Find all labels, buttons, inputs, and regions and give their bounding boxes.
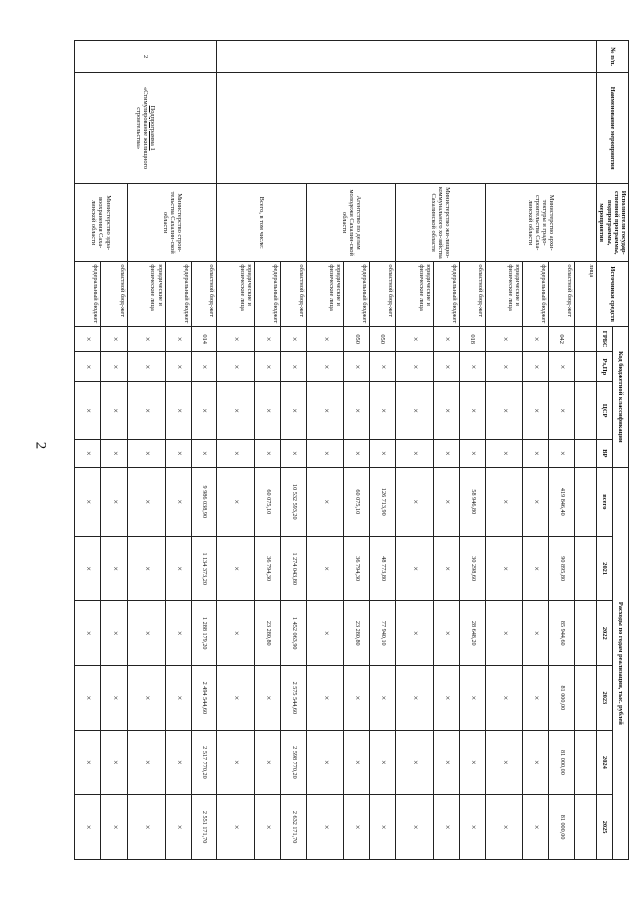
- grbs-cell: ×: [74, 326, 101, 351]
- source-cell: федеральный бюджет: [523, 262, 549, 327]
- vr-cell: ×: [370, 439, 396, 467]
- grbs-cell: ×: [101, 326, 128, 351]
- source-cell: юридические и физические лица: [396, 262, 434, 327]
- vr-cell: ×: [217, 439, 255, 467]
- y2022-cell: ×: [74, 601, 101, 666]
- csr-cell: ×: [306, 382, 344, 440]
- grbs-cell: 014: [191, 326, 217, 351]
- vr-cell: ×: [396, 439, 434, 467]
- y2025-cell: ×: [306, 795, 344, 860]
- grbs-cell: ×: [280, 326, 306, 351]
- header-executor: Исполнители государ-ственной программы, подпрограммы, мероприятия: [597, 183, 629, 261]
- csr-cell: ×: [255, 382, 281, 440]
- source-cell: федеральный бюджет: [165, 262, 191, 327]
- grbs-cell: ×: [396, 326, 434, 351]
- y2021-cell: [575, 536, 597, 601]
- source-cell: федеральный бюджет: [255, 262, 281, 327]
- y2024-cell: ×: [306, 730, 344, 795]
- y2023-cell: ×: [255, 666, 281, 731]
- source-cell: лица: [575, 262, 597, 327]
- vr-cell: ×: [191, 439, 217, 467]
- y2025-cell: 2 551 171,70: [191, 795, 217, 860]
- vr-cell: ×: [280, 439, 306, 467]
- y2025-cell: ×: [217, 795, 255, 860]
- rzpr-cell: ×: [459, 352, 485, 382]
- executor-cell: Министерство здра-воохранения Саха-линской области: [74, 183, 127, 261]
- grbs-cell: ×: [217, 326, 255, 351]
- total-cell: 419 846,40: [549, 467, 575, 536]
- no-cell: [217, 41, 597, 73]
- y2023-cell: ×: [396, 666, 434, 731]
- vr-cell: ×: [74, 439, 101, 467]
- y2023-cell: ×: [165, 666, 191, 731]
- y2022-cell: ×: [127, 601, 165, 666]
- vr-cell: ×: [459, 439, 485, 467]
- vr-cell: ×: [165, 439, 191, 467]
- total-cell: 10 532 593,20: [280, 467, 306, 536]
- y2023-cell: ×: [127, 666, 165, 731]
- executor-cell: Министерство строи-тельства Сахалин-ской области: [127, 183, 216, 261]
- rzpr-cell: ×: [255, 352, 281, 382]
- csr-cell: ×: [523, 382, 549, 440]
- y2023-cell: ×: [74, 666, 101, 731]
- header-source: Источники средств: [597, 262, 629, 327]
- source-cell: областной бюд-жет: [459, 262, 485, 327]
- source-cell: областной бюд-жет: [370, 262, 396, 327]
- total-cell: ×: [217, 467, 255, 536]
- y2024-cell: ×: [127, 730, 165, 795]
- total-cell: 58 946,80: [459, 467, 485, 536]
- y2023-cell: ×: [306, 666, 344, 731]
- y2021-cell: ×: [101, 536, 128, 601]
- rzpr-cell: ×: [127, 352, 165, 382]
- grbs-cell: [575, 326, 597, 351]
- y2022-cell: ×: [523, 601, 549, 666]
- csr-cell: ×: [217, 382, 255, 440]
- y2022-cell: 85 944,60: [549, 601, 575, 666]
- header-csr: ЦСР: [597, 382, 613, 440]
- source-cell: юридические и физические лица: [217, 262, 255, 327]
- y2021-cell: ×: [127, 536, 165, 601]
- y2025-cell: ×: [485, 795, 523, 860]
- csr-cell: ×: [74, 382, 101, 440]
- header-vr: ВР: [597, 439, 613, 467]
- y2021-cell: 1 134 373,20: [191, 536, 217, 601]
- total-cell: ×: [74, 467, 101, 536]
- executor-cell: Министерство архи-тектуры и градо-строительства Саха-линской области: [485, 183, 597, 261]
- rzpr-cell: ×: [306, 352, 344, 382]
- y2023-cell: ×: [217, 666, 255, 731]
- header-name: Наименование мероприятия: [597, 73, 629, 184]
- subprogram-cell: [74, 73, 217, 184]
- vr-cell: ×: [127, 439, 165, 467]
- vr-cell: ×: [549, 439, 575, 467]
- y2024-cell: ×: [523, 730, 549, 795]
- rzpr-cell: ×: [433, 352, 459, 382]
- y2025-cell: ×: [74, 795, 101, 860]
- csr-cell: ×: [549, 382, 575, 440]
- y2023-cell: ×: [101, 666, 128, 731]
- rzpr-cell: ×: [74, 352, 101, 382]
- rzpr-cell: ×: [370, 352, 396, 382]
- header-budget-codes: Код бюджетной классификации: [613, 326, 629, 467]
- header-year-2022: 2022: [597, 601, 613, 666]
- y2025-cell: ×: [433, 795, 459, 860]
- y2024-cell: ×: [485, 730, 523, 795]
- total-cell: [575, 467, 597, 536]
- total-cell: ×: [396, 467, 434, 536]
- grbs-cell: ×: [306, 326, 344, 351]
- csr-cell: ×: [459, 382, 485, 440]
- y2022-cell: [575, 601, 597, 666]
- csr-cell: ×: [433, 382, 459, 440]
- csr-cell: ×: [101, 382, 128, 440]
- y2025-cell: ×: [255, 795, 281, 860]
- no-cell: 2: [74, 41, 217, 73]
- total-cell: ×: [433, 467, 459, 536]
- y2022-cell: ×: [485, 601, 523, 666]
- y2024-cell: [575, 730, 597, 795]
- y2024-cell: ×: [217, 730, 255, 795]
- source-cell: областной бюд-жет: [191, 262, 217, 327]
- grbs-cell: ×: [255, 326, 281, 351]
- y2022-cell: 1 288 179,20: [191, 601, 217, 666]
- y2023-cell: ×: [370, 666, 396, 731]
- y2024-cell: ×: [344, 730, 370, 795]
- grbs-cell: 018: [459, 326, 485, 351]
- y2022-cell: 1 452 063,90: [280, 601, 306, 666]
- rzpr-cell: ×: [165, 352, 191, 382]
- y2024-cell: 2 517 770,20: [191, 730, 217, 795]
- y2021-cell: ×: [433, 536, 459, 601]
- grbs-cell: ×: [165, 326, 191, 351]
- y2025-cell: ×: [101, 795, 128, 860]
- executor-cell: Агентство по делам молодежи Сахалин-ской области: [306, 183, 395, 261]
- total-cell: ×: [485, 467, 523, 536]
- y2023-cell: ×: [485, 666, 523, 731]
- header-row-1: [613, 41, 629, 860]
- vr-cell: ×: [433, 439, 459, 467]
- csr-cell: ×: [344, 382, 370, 440]
- header-no: № п/п.: [597, 41, 629, 73]
- rzpr-cell: ×: [344, 352, 370, 382]
- expenses-table: [74, 40, 629, 860]
- y2022-cell: 77 940,10: [370, 601, 396, 666]
- y2025-cell: ×: [396, 795, 434, 860]
- total-label-cell: Всего, в том числе:: [217, 183, 306, 261]
- y2021-cell: 36 794,30: [344, 536, 370, 601]
- y2022-cell: ×: [306, 601, 344, 666]
- y2024-cell: ×: [433, 730, 459, 795]
- csr-cell: ×: [280, 382, 306, 440]
- rzpr-cell: ×: [101, 352, 128, 382]
- name-cell: [217, 73, 597, 184]
- grbs-cell: ×: [433, 326, 459, 351]
- y2023-cell: 2 494 544,60: [191, 666, 217, 731]
- y2023-cell: [575, 666, 597, 731]
- table-row: [575, 41, 597, 860]
- source-cell: федеральный бюджет: [344, 262, 370, 327]
- total-cell: ×: [127, 467, 165, 536]
- y2025-cell: ×: [165, 795, 191, 860]
- total-cell: ×: [306, 467, 344, 536]
- y2021-cell: 36 794,30: [255, 536, 281, 601]
- grbs-cell: 050: [344, 326, 370, 351]
- y2023-cell: ×: [523, 666, 549, 731]
- y2021-cell: ×: [523, 536, 549, 601]
- y2024-cell: ×: [255, 730, 281, 795]
- rzpr-cell: ×: [396, 352, 434, 382]
- y2025-cell: 2 632 171,70: [280, 795, 306, 860]
- source-cell: юридические и физические лица: [485, 262, 523, 327]
- y2023-cell: 2 575 544,60: [280, 666, 306, 731]
- vr-cell: ×: [306, 439, 344, 467]
- grbs-cell: ×: [523, 326, 549, 351]
- y2025-cell: [575, 795, 597, 860]
- header-grbs: ГРБС: [597, 326, 613, 351]
- y2021-cell: 90 895,80: [549, 536, 575, 601]
- y2022-cell: ×: [217, 601, 255, 666]
- total-cell: 9 986 038,90: [191, 467, 217, 536]
- y2025-cell: ×: [523, 795, 549, 860]
- vr-cell: ×: [523, 439, 549, 467]
- y2022-cell: 23 280,80: [344, 601, 370, 666]
- grbs-cell: 050: [370, 326, 396, 351]
- csr-cell: ×: [485, 382, 523, 440]
- y2025-cell: ×: [344, 795, 370, 860]
- total-cell: ×: [523, 467, 549, 536]
- y2024-cell: ×: [165, 730, 191, 795]
- y2025-cell: ×: [127, 795, 165, 860]
- y2022-cell: ×: [396, 601, 434, 666]
- y2024-cell: 81 000,00: [549, 730, 575, 795]
- y2024-cell: ×: [101, 730, 128, 795]
- y2022-cell: ×: [433, 601, 459, 666]
- table-row: [191, 41, 217, 860]
- source-cell: федеральный бюджет: [433, 262, 459, 327]
- rzpr-cell: ×: [217, 352, 255, 382]
- y2023-cell: ×: [433, 666, 459, 731]
- y2022-cell: 28 648,20: [459, 601, 485, 666]
- y2025-cell: ×: [370, 795, 396, 860]
- header-rzpr: Рз,Пр: [597, 352, 613, 382]
- header-year-2023: 2023: [597, 666, 613, 731]
- y2024-cell: ×: [396, 730, 434, 795]
- rzpr-cell: [575, 352, 597, 382]
- csr-cell: ×: [191, 382, 217, 440]
- source-cell: областной бюд-жет: [280, 262, 306, 327]
- grbs-cell: 042: [549, 326, 575, 351]
- y2021-cell: ×: [74, 536, 101, 601]
- y2025-cell: 81 000,00: [549, 795, 575, 860]
- subprogram-name: «Стимулирование жилищного строительства»: [134, 87, 150, 170]
- y2024-cell: ×: [459, 730, 485, 795]
- csr-cell: ×: [127, 382, 165, 440]
- y2021-cell: ×: [306, 536, 344, 601]
- header-total: всего: [597, 467, 613, 536]
- y2025-cell: ×: [459, 795, 485, 860]
- y2024-cell: ×: [370, 730, 396, 795]
- grbs-cell: ×: [127, 326, 165, 351]
- page-number: 2: [32, 441, 49, 450]
- y2021-cell: 30 298,60: [459, 536, 485, 601]
- y2021-cell: ×: [217, 536, 255, 601]
- header-year-2025: 2025: [597, 795, 613, 860]
- csr-cell: [575, 382, 597, 440]
- header-year-2024: 2024: [597, 730, 613, 795]
- source-cell: юридические и физические лица: [306, 262, 344, 327]
- y2023-cell: 81 000,00: [549, 666, 575, 731]
- source-cell: областной бюд-жет: [549, 262, 575, 327]
- rzpr-cell: ×: [523, 352, 549, 382]
- rzpr-cell: ×: [485, 352, 523, 382]
- y2021-cell: 48 773,80: [370, 536, 396, 601]
- vr-cell: ×: [485, 439, 523, 467]
- total-cell: 60 075,10: [255, 467, 281, 536]
- rzpr-cell: ×: [191, 352, 217, 382]
- total-cell: ×: [165, 467, 191, 536]
- grbs-cell: ×: [485, 326, 523, 351]
- y2024-cell: ×: [74, 730, 101, 795]
- source-cell: федеральный бюджет: [74, 262, 101, 327]
- y2022-cell: 23 280,80: [255, 601, 281, 666]
- header-expenses: Расходы по годам реализации, тыс. рублей: [613, 467, 629, 859]
- total-cell: 60 075,10: [344, 467, 370, 536]
- executor-cell: Министерство жи-лищно-коммунального хо-зяйства Сахалинской области: [396, 183, 485, 261]
- total-cell: 126 713,90: [370, 467, 396, 536]
- rotated-table-wrapper: [85, 40, 629, 860]
- y2021-cell: ×: [396, 536, 434, 601]
- vr-cell: ×: [344, 439, 370, 467]
- y2022-cell: ×: [101, 601, 128, 666]
- y2023-cell: ×: [344, 666, 370, 731]
- source-cell: юридические и физические лица: [127, 262, 165, 327]
- y2022-cell: ×: [165, 601, 191, 666]
- total-cell: ×: [101, 467, 128, 536]
- y2021-cell: ×: [165, 536, 191, 601]
- vr-cell: ×: [255, 439, 281, 467]
- vr-cell: [575, 439, 597, 467]
- rzpr-cell: ×: [280, 352, 306, 382]
- y2021-cell: ×: [485, 536, 523, 601]
- vr-cell: ×: [101, 439, 128, 467]
- csr-cell: ×: [396, 382, 434, 440]
- y2024-cell: 2 598 770,20: [280, 730, 306, 795]
- csr-cell: ×: [370, 382, 396, 440]
- csr-cell: ×: [165, 382, 191, 440]
- subprogram-title: Подпрограмма 1: [149, 105, 157, 151]
- y2023-cell: ×: [459, 666, 485, 731]
- y2021-cell: 1 274 043,80: [280, 536, 306, 601]
- source-cell: областной бюд-жет: [101, 262, 128, 327]
- header-year-2021: 2021: [597, 536, 613, 601]
- rzpr-cell: ×: [549, 352, 575, 382]
